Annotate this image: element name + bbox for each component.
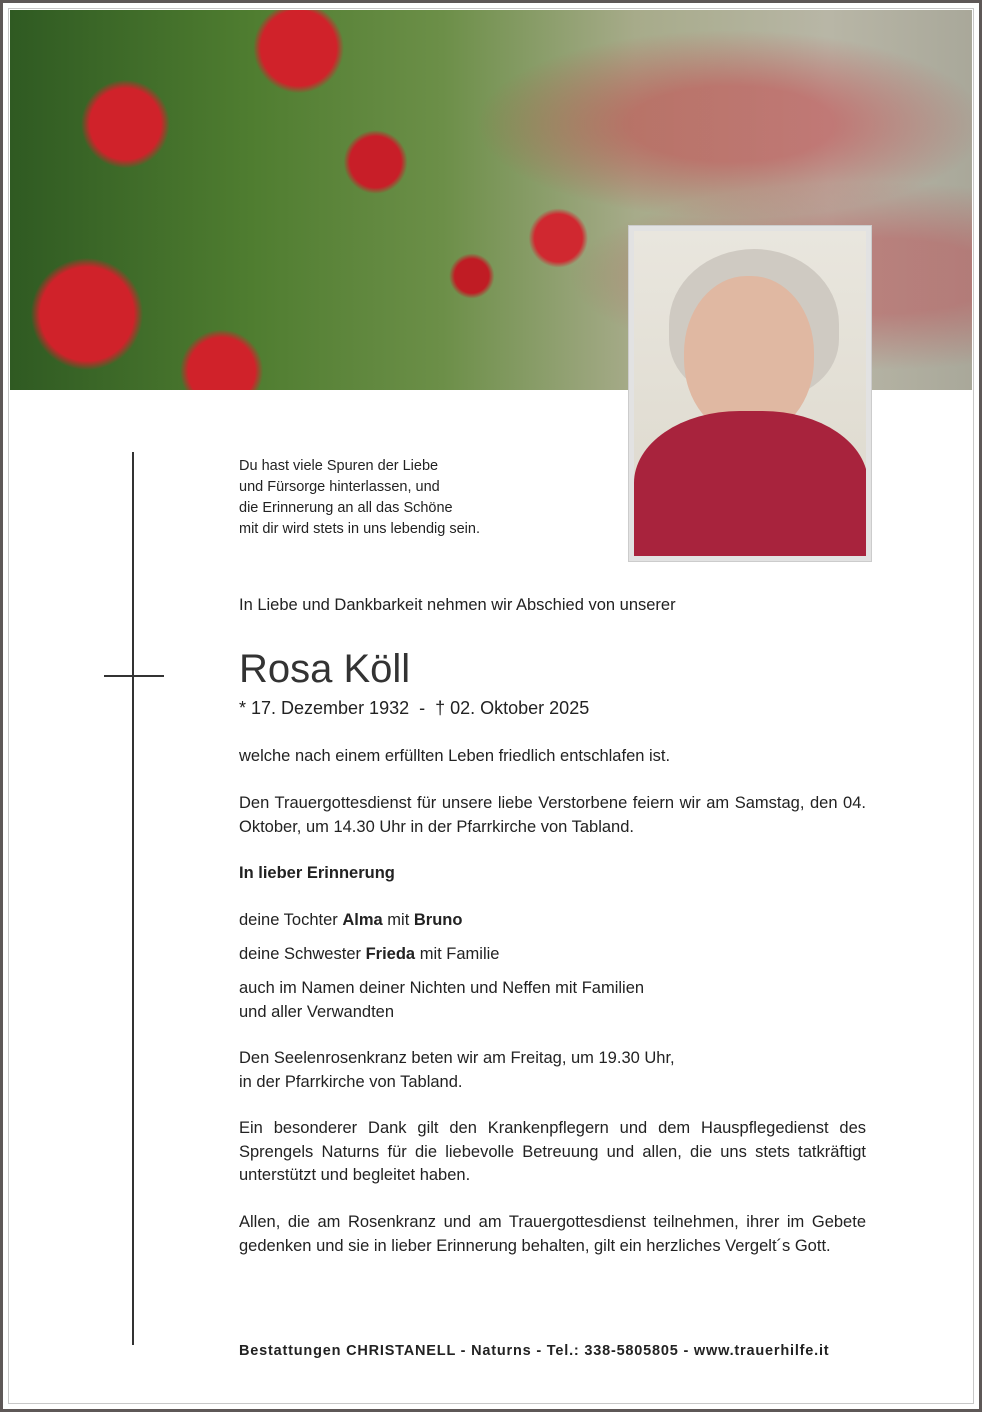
passed-text: welche nach einem erfüllten Leben friedlich entschlafen ist.	[239, 747, 671, 765]
thanks-text: Ein besonderer Dank gilt den Krankenpflegern und dem Hauspflegedienst des Sprengels Naturns für die liebevolle Betreuung und allen, die uns stets tatkräftigt unterstützt und begleitet haben.	[239, 1119, 866, 1184]
poem-line: mit dir wird stets in uns lebendig sein.	[239, 521, 480, 537]
mourner-daughter: deine Tochter Alma mit Bruno	[239, 911, 463, 929]
rosary-info: Den Seelenrosenkranz beten wir am Freitag, um 19.30 Uhr, in der Pfarrkirche von Tabland.	[239, 1049, 675, 1091]
poem-line: und Fürsorge hinterlassen, und	[239, 479, 440, 495]
funeral-home-footer: Bestattungen CHRISTANELL - Naturns - Tel.: 338-5805805 - www.trauerhilfe.it	[239, 1343, 830, 1359]
cross-horizontal	[104, 675, 164, 677]
deceased-name: Rosa Köll	[239, 647, 411, 691]
life-dates: * 17. Dezember 1932 - † 02. Oktober 2025	[239, 698, 590, 718]
poem-line: Du hast viele Spuren der Liebe	[239, 458, 439, 474]
poem	[239, 456, 480, 540]
closing-text: Allen, die am Rosenkranz und am Trauergottesdienst teilnehmen, ihrer im Gebete gedenken und sie in lieber Erinnerung behalten, gilt ein herzliches Vergelt´s Gott.	[239, 1213, 866, 1255]
memory-heading: In lieber Erinnerung	[239, 864, 395, 882]
funeral-info: Den Trauergottesdienst für unsere liebe Verstorbene feiern wir am Samstag, den 04. Oktober, um 14.30 Uhr in der Pfarrkirche von Tabland.	[239, 794, 866, 836]
mourner-sister: deine Schwester Frieda mit Familie	[239, 945, 500, 963]
mourner-others: auch im Namen deiner Nichten und Neffen mit Familien und aller Verwandten	[239, 979, 645, 1021]
poem-line: die Erinnerung an all das Schöne	[239, 500, 453, 516]
portrait-photo	[628, 225, 872, 562]
intro: In Liebe und Dankbarkeit nehmen wir Abschied von unserer	[239, 596, 676, 614]
cross-vertical	[132, 452, 134, 1345]
